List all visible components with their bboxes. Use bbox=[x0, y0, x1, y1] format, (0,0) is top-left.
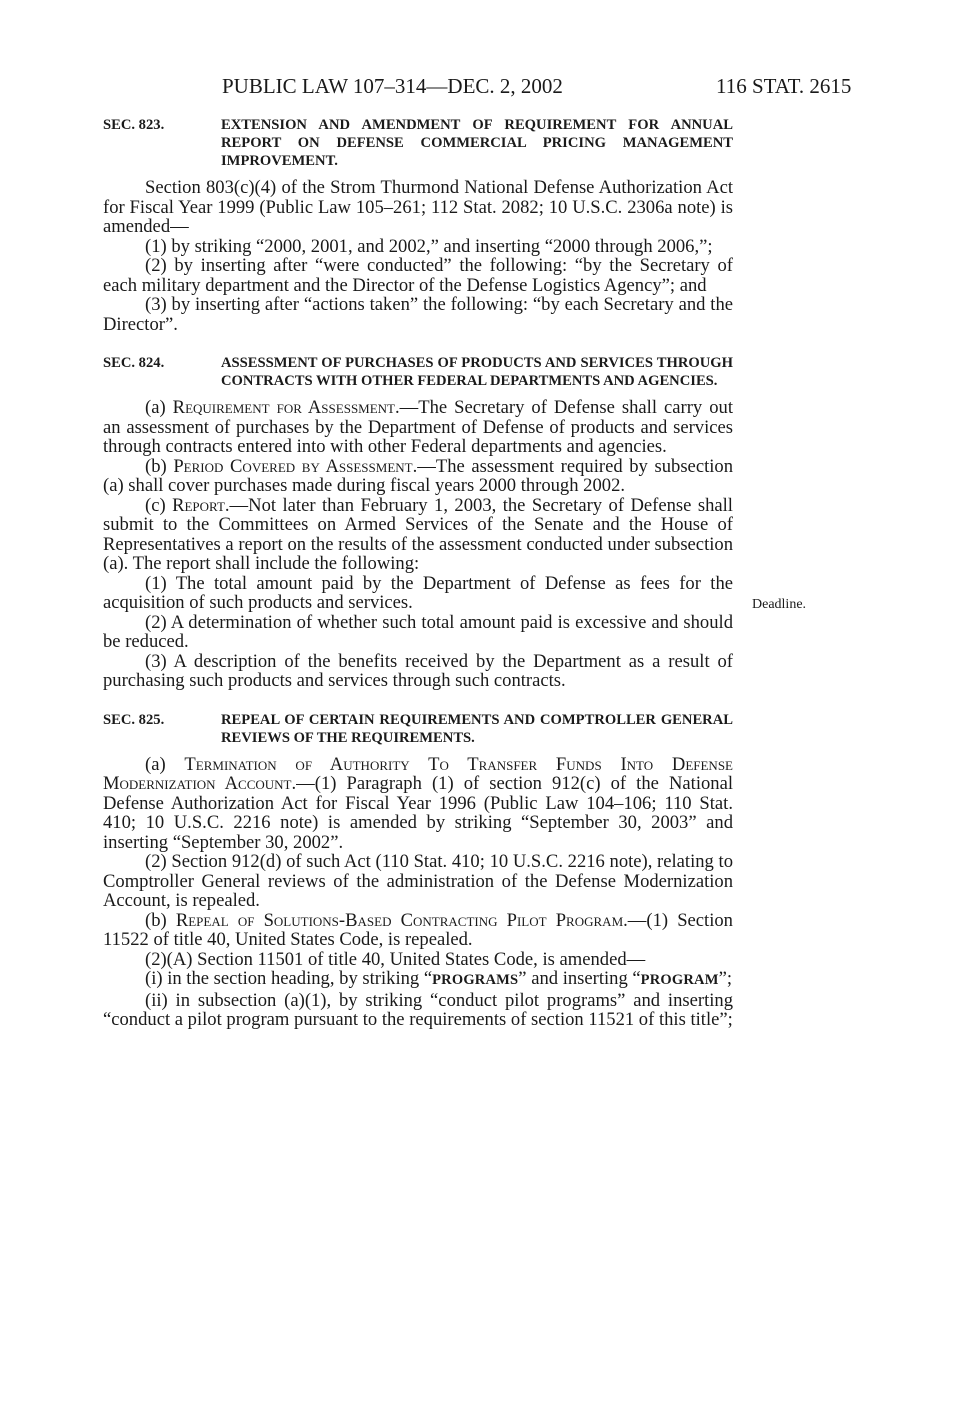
section-824-subsection-a bbox=[103, 398, 733, 457]
page-body bbox=[103, 116, 733, 1030]
section-825-clause-ii: (ii) in subsection (a)(1), by striking “conduct pilot programs” and inserting “conduct a pilot program pursuant to the requirements of section 11521 of this title”; bbox=[103, 989, 733, 1030]
clause-text-mid: ” and inserting “ bbox=[518, 968, 641, 989]
section-823-para-1: (1) by striking “2000, 2001, and 2002,” and inserting “2000 through 2006,”; bbox=[145, 235, 713, 257]
subsection-text: —The assessment required by subsection (a) shall cover purchases made during fiscal years 2000 through 2002. bbox=[103, 455, 733, 496]
section-825-a-para-2: (2) Section 912(d) of such Act (110 Stat. 410; 10 U.S.C. 2216 note), relating to Comptroller General reviews of the administration of the Defense Modernization Account, is repealed. bbox=[103, 851, 733, 911]
clause-text-post: ”; bbox=[718, 968, 733, 989]
section-title: EXTENSION AND AMENDMENT OF REQUIREMENT FOR ANNUAL REPORT ON DEFENSE COMMERCIAL PRICING MANAGEMENT IMPROVEMENT. bbox=[221, 117, 733, 169]
statute-citation: 116 STAT. 2615 bbox=[716, 74, 852, 98]
section-825-clause-i bbox=[103, 969, 733, 991]
subsection-heading: Period Covered by Assessment. bbox=[173, 455, 418, 477]
section-title: ASSESSMENT OF PURCHASES OF PRODUCTS AND SERVICES THROUGH CONTRACTS WITH OTHER FEDERAL DEPARTMENTS AND AGENCIES. bbox=[221, 355, 733, 389]
subsection-text: —(1) Section 11522 of title 40, United States Code, is repealed. bbox=[103, 909, 733, 950]
section-824-c-para-3: (3) A description of the benefits received by the Department as a result of purchasing such products and services through such contracts. bbox=[103, 650, 733, 691]
section-number: SEC. 823. bbox=[103, 117, 165, 133]
section-824-c-para-1: (1) The total amount paid by the Department of Defense as fees for the acquisition of such products and services. bbox=[103, 572, 733, 613]
inserted-word: PROGRAM bbox=[640, 972, 719, 988]
section-824-subsection-c bbox=[103, 496, 733, 574]
section-number: SEC. 825. bbox=[103, 711, 165, 728]
running-head-title: PUBLIC LAW 107–314—DEC. 2, 2002 bbox=[222, 74, 563, 98]
subsection-text: —The Secretary of Defense shall carry out an assessment of purchases by the Department of Defense of products and services through contracts entered into with other Federal departments and agencies. bbox=[103, 397, 733, 457]
subsection-text: —(1) Paragraph (1) of section 912(c) of the National Defense Authorization Act for Fiscal Year 1996 (Public Law 104–106; 110 Stat. 410; 10 U.S.C. 2216 note) is amended by striking “September 30, 2003” and inserting “September 30, 2002”. bbox=[103, 773, 734, 853]
subsection-heading: Repeal of Solutions-Based Contracting Pilot Program. bbox=[175, 909, 628, 931]
subsection-label: (a) bbox=[145, 753, 185, 775]
clause-text-pre: (i) in the section heading, by striking “ bbox=[145, 968, 433, 989]
running-head bbox=[0, 74, 960, 100]
section-title: REPEAL OF CERTAIN REQUIREMENTS AND COMPTROLLER GENERAL REVIEWS OF THE REQUIREMENTS. bbox=[221, 711, 733, 746]
section-824-c-para-2: (2) A determination of whether such total amount paid is excessive and should be reduced. bbox=[103, 611, 733, 652]
subsection-label: (a) bbox=[145, 397, 173, 418]
margin-note-deadline: Deadline. bbox=[752, 597, 807, 612]
section-823-heading bbox=[103, 116, 733, 170]
section-823-para-2: (2) by inserting after “were conducted” the following: “by the Secretary of each military department and the Director of the Defense Logistics Agency”; and bbox=[103, 255, 733, 296]
subsection-label: (c) bbox=[145, 494, 173, 516]
section-825-subsection-b bbox=[103, 911, 733, 950]
section-823-para-3: (3) by inserting after “actions taken” the following: “by each Secretary and the Director”. bbox=[103, 294, 733, 335]
section-824-subsection-b bbox=[103, 457, 733, 496]
subsection-label: (b) bbox=[145, 455, 174, 477]
subsection-heading: Report. bbox=[172, 494, 230, 516]
subsection-heading: Termination of Authority To Transfer Funds Into Defense Modernization Account. bbox=[103, 753, 733, 794]
section-number: SEC. 824. bbox=[103, 355, 165, 371]
section-824-heading bbox=[103, 354, 733, 390]
struck-word: PROGRAMS bbox=[432, 972, 519, 988]
subsection-text: —Not later than February 1, 2003, the Secretary of Defense shall submit to the Committees on Armed Services of the Senate and the House of Representatives a report on the results of the assessment conducted under subsection (a). The report shall include the following: bbox=[103, 494, 733, 574]
section-825-subsection-a bbox=[103, 755, 733, 853]
subsection-heading: Requirement for Assessment. bbox=[172, 397, 400, 418]
section-825-heading bbox=[103, 711, 733, 747]
section-825-b-para-2A: (2)(A) Section 11501 of title 40, United States Code, is amended— bbox=[145, 948, 646, 970]
subsection-label: (b) bbox=[145, 909, 176, 931]
section-823-intro: Section 803(c)(4) of the Strom Thurmond National Defense Authorization Act for Fiscal Year 1999 (Public Law 105–261; 112 Stat. 2082; 10 U.S.C. 2306a note) is amended— bbox=[103, 177, 733, 237]
